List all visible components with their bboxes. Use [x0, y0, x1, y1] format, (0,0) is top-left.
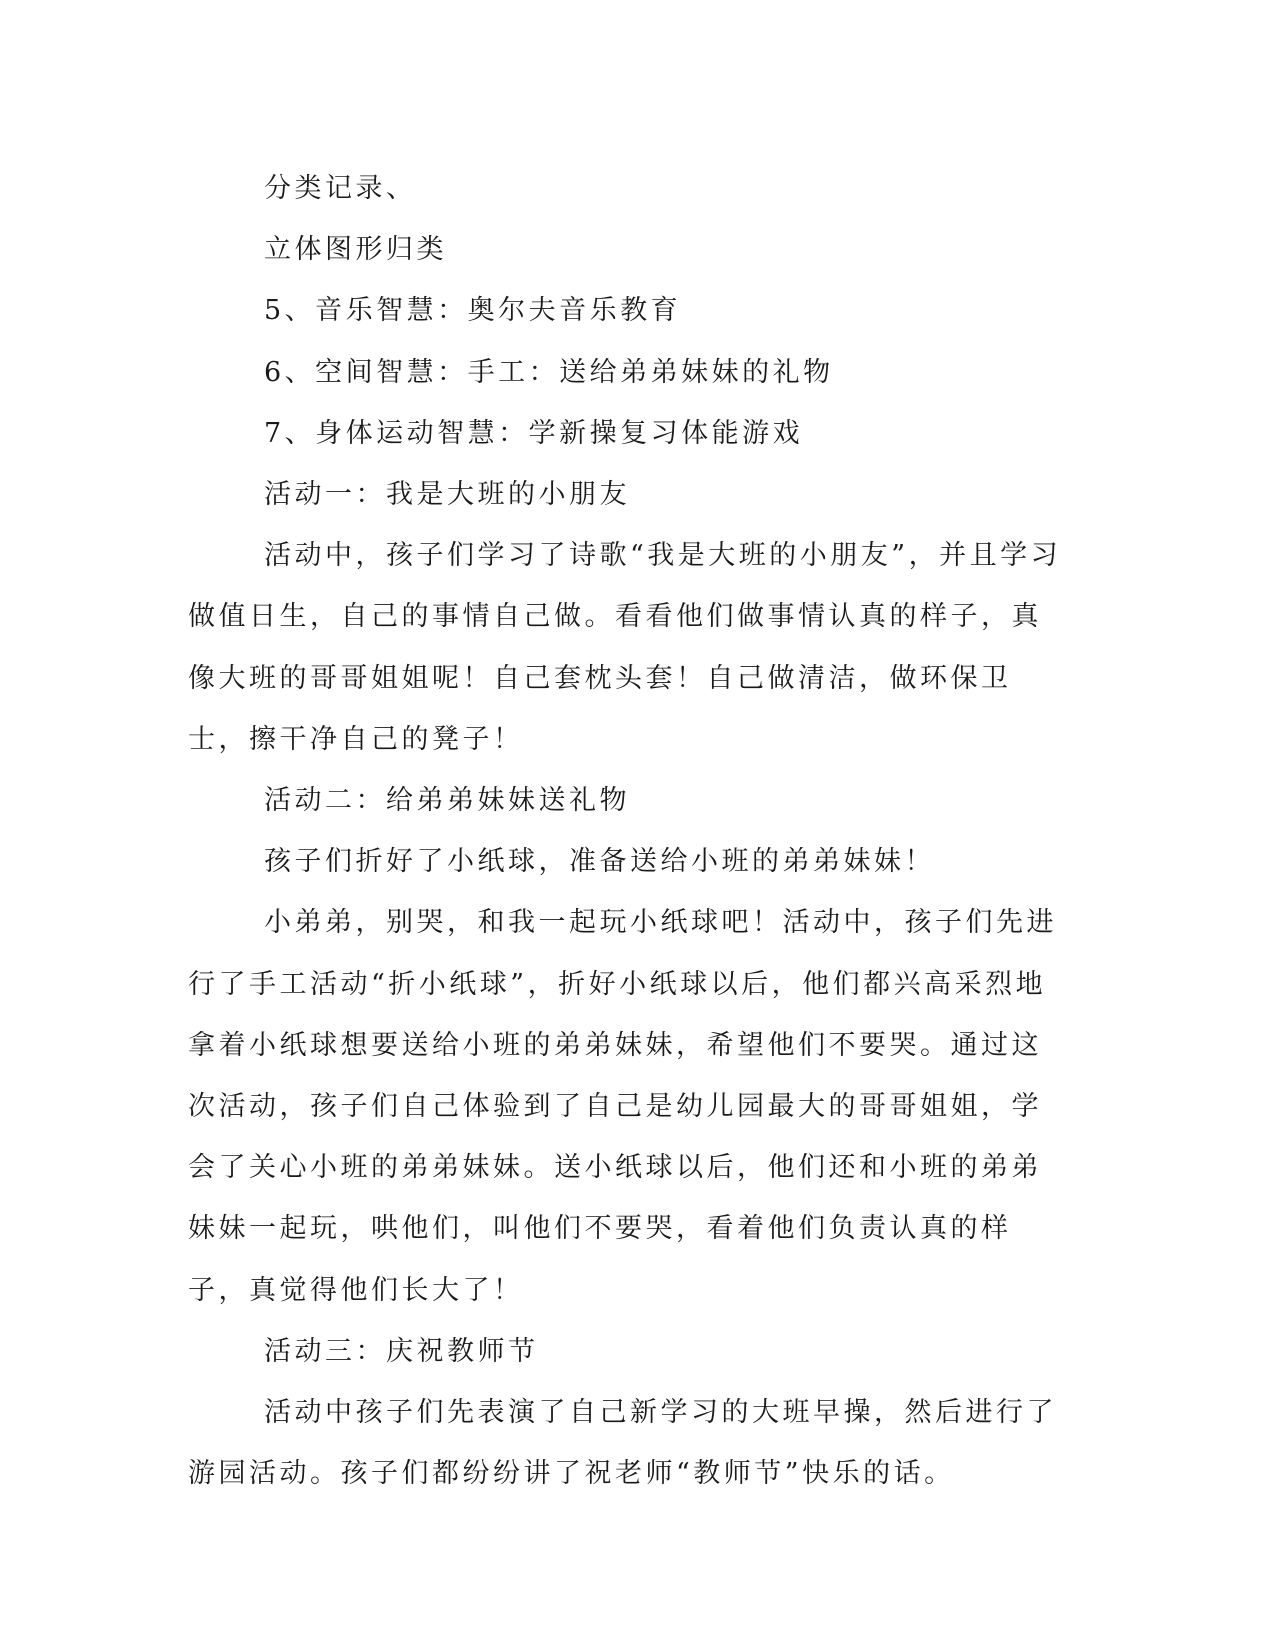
heading-activity-two: 活动二：给弟弟妹妹送礼物	[264, 785, 630, 817]
paragraph-activity-three-body: 活动中孩子们先表演了自己新学习的大班早操，然后进行了游园活动。孩子们都纷纷讲了祝老师“教师节”快乐的话。	[188, 1397, 1057, 1490]
paragraph-category-record: 分类记录、	[264, 173, 417, 204]
paragraph-activity-one-body: 活动中，孩子们学习了诗歌“我是大班的小朋友”，并且学习做值日生，自己的事情自己做。看看他们做事情认真的样子，真像大班的哥哥姐姐呢！自己套枕头套！自己做清洁，做环保卫士，擦干净自己的凳子！	[188, 540, 1062, 755]
paragraph-activity-two-intro: 孩子们折好了小纸球，准备送给小班的弟弟妹妹！	[264, 846, 935, 878]
paragraph-music-intelligence: 5、音乐智慧：奥尔夫音乐教育	[264, 295, 682, 327]
paragraph-spatial-intelligence: 6、空间智慧：手工：送给弟弟妹妹的礼物	[264, 356, 834, 388]
heading-activity-one: 活动一：我是大班的小朋友	[264, 479, 630, 511]
heading-activity-three: 活动三：庆祝教师节	[264, 1335, 539, 1367]
document-body	[188, 158, 1068, 1504]
paragraph-activity-two-body: 小弟弟，别哭，和我一起玩小纸球吧！活动中，孩子们先进行了手工活动“折小纸球”，折好小纸球以后，他们都兴高采烈地拿着小纸球想要送给小班的弟弟妹妹，希望他们不要哭。通过这次活动，孩子们自己体验到了自己是幼儿园最大的哥哥姐姐，学会了关心小班的弟弟妹妹。送小纸球以后，他们还和小班的弟弟妹妹一起玩，哄他们，叫他们不要哭，看着他们负责认真的样子，真觉得他们长大了！	[188, 907, 1057, 1306]
paragraph-solid-shapes: 立体图形归类	[264, 234, 447, 266]
paragraph-body-intelligence: 7、身体运动智慧：学新操复习体能游戏	[264, 417, 804, 449]
